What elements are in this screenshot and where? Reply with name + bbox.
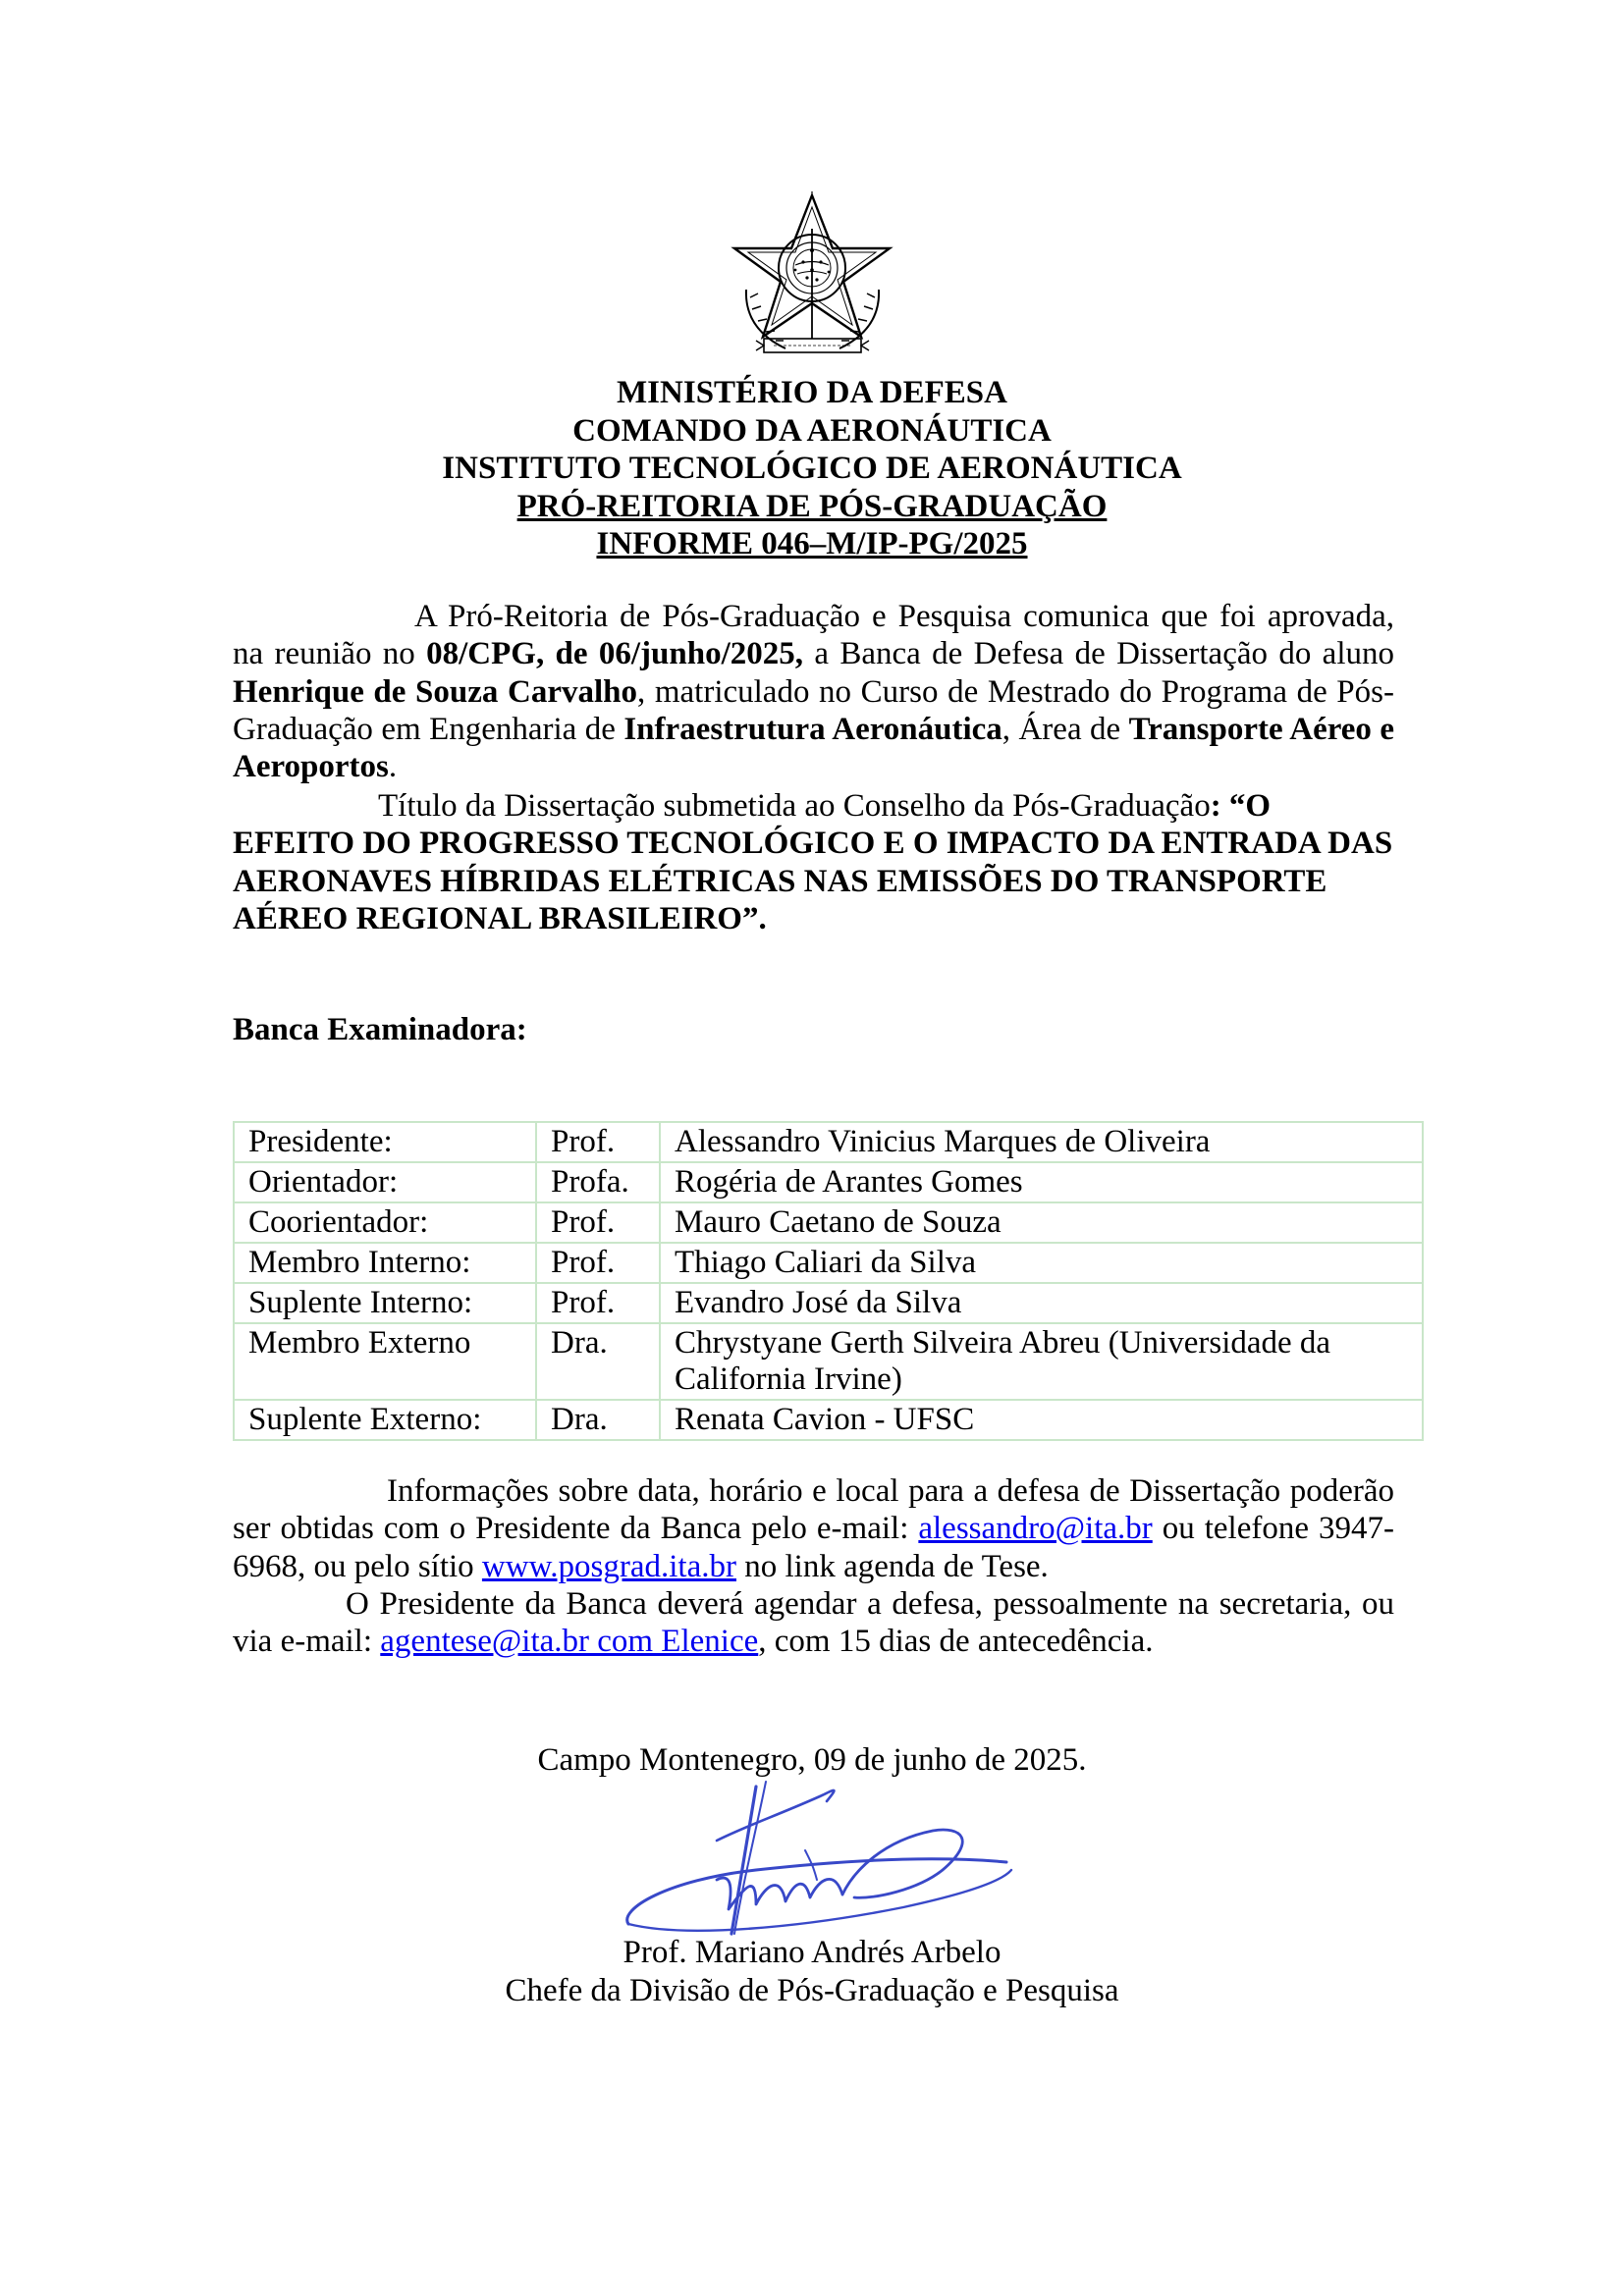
intro-text-5: . (388, 749, 398, 785)
banca-member-name: Chrystyane Gerth Silveira Abreu (Universidade da California Irvine) (660, 1323, 1423, 1400)
banca-role: Orientador: (234, 1162, 536, 1202)
banca-row (234, 1162, 1423, 1202)
info-paragraph (233, 1472, 1394, 1585)
intro-text-4: , Área de (1001, 711, 1129, 747)
intro-text-2: a Banca de Defesa de Dissertação do aluno (803, 636, 1394, 672)
title-lead: Título da Dissertação submetida ao Conselho da Pós-Graduação (378, 788, 1211, 824)
banca-member-name: Rogéria de Arantes Gomes (660, 1162, 1423, 1202)
intro-text-1: A Pró-Reitoria de Pós-Graduação e Pesquisa comunica que foi aprovada, na reunião no (233, 599, 1394, 672)
banca-member-name: Renata Cavion - UFSC (660, 1400, 1423, 1440)
student-name: Henrique de Souza Carvalho (233, 673, 637, 710)
scheduling-paragraph (233, 1585, 1394, 1661)
banca-row (234, 1202, 1423, 1243)
banca-member-name: Evandro José da Silva (660, 1283, 1423, 1323)
header-institute: INSTITUTO TECNOLÓGICO DE AERONÁUTICA (442, 451, 1182, 486)
posgrad-site-link[interactable]: www.posgrad.ita.br (481, 1548, 736, 1584)
signer-block (0, 1934, 1624, 2010)
header-command: COMANDO DA AERONÁUTICA (572, 412, 1052, 449)
banca-title: Prof. (536, 1202, 660, 1243)
banca-title: Prof. (536, 1243, 660, 1283)
program-name: Infraestrutura Aeronáutica (623, 711, 1002, 747)
intro-text-3: , matriculado no Curso de Mestrado do Programa de Pós-Graduação em Engenharia de (233, 673, 1394, 747)
dissertation-title-paragraph (233, 787, 1394, 937)
dissertation-title: : “O EFEITO DO PROGRESSO TECNOLÓGICO E O IMPACTO DA ENTRADA DAS AERONAVES HÍBRIDAS ELÉTRICAS NAS EMISSÕES DO TRANSPORTE AÉREO REGIONAL BRASILEIRO”. (233, 788, 1393, 936)
banca-title: Prof. (536, 1122, 660, 1162)
banca-title: Dra. (536, 1400, 660, 1440)
header-ministry: MINISTÉRIO DA DEFESA (617, 375, 1007, 410)
banca-row (234, 1323, 1423, 1400)
signer-role: Chefe da Divisão de Pós-Graduação e Pesquisa (505, 1973, 1119, 2008)
intro-paragraph (233, 598, 1394, 785)
banca-member-name: Mauro Caetano de Souza (660, 1202, 1423, 1243)
banca-row (234, 1122, 1423, 1162)
banca-role: Presidente: (234, 1122, 536, 1162)
info-text-1: Informações sobre data, horário e local para a defesa de Dissertação poderão ser obtidas com o Presidente da Banca pelo e-mail: (233, 1473, 1394, 1547)
signer-name: Prof. Mariano Andrés Arbelo (623, 1935, 1001, 1970)
banca-role: Membro Interno: (234, 1243, 536, 1283)
area-name: Transporte Aéreo e Aeroportos (233, 711, 1394, 785)
banca-title: Prof. (536, 1283, 660, 1323)
info-text-3: no link agenda de Tese. (735, 1548, 1049, 1584)
president-email-link[interactable]: alessandro@ita.br (918, 1511, 1153, 1547)
header-pro-rectorate: PRÓ-REITORIA DE PÓS-GRADUAÇÃO (516, 488, 1108, 524)
document-header (0, 374, 1624, 563)
banca-table (233, 1121, 1424, 1441)
info-text-5: , com 15 dias de antecedência. (758, 1624, 1154, 1660)
banca-title: Dra. (536, 1323, 660, 1400)
banca-member-name: Alessandro Vinicius Marques de Oliveira (660, 1122, 1423, 1162)
banca-role: Coorientador: (234, 1202, 536, 1243)
banca-role: Membro Externo (234, 1323, 536, 1400)
header-informe-number: INFORME 046–M/IP-PG/2025 (596, 526, 1028, 561)
banca-role: Suplente Interno: (234, 1283, 536, 1323)
banca-member-name: Thiago Caliari da Silva (660, 1243, 1423, 1283)
info-text-2: ou telefone 3947-6968, ou pelo sítio (233, 1511, 1394, 1584)
meeting-reference: 08/CPG, de 06/junho/2025, (426, 636, 804, 672)
banca-heading: Banca Examinadora: (233, 1012, 527, 1047)
banca-role: Suplente Externo: (234, 1400, 536, 1440)
info-text-4: O Presidente da Banca deverá agendar a defesa, pessoalmente na secretaria, ou via e-mail: (233, 1586, 1394, 1660)
brazil-coat-of-arms-icon (727, 191, 898, 368)
place-date: Campo Montenegro, 09 de junho de 2025. (537, 1742, 1087, 1778)
handwritten-signature (609, 1772, 1021, 1944)
banca-row (234, 1243, 1423, 1283)
banca-title: Profa. (536, 1162, 660, 1202)
banca-row (234, 1400, 1423, 1440)
banca-row (234, 1283, 1423, 1323)
agentese-email-link[interactable]: agentese@ita.br com Elenice (380, 1624, 759, 1660)
